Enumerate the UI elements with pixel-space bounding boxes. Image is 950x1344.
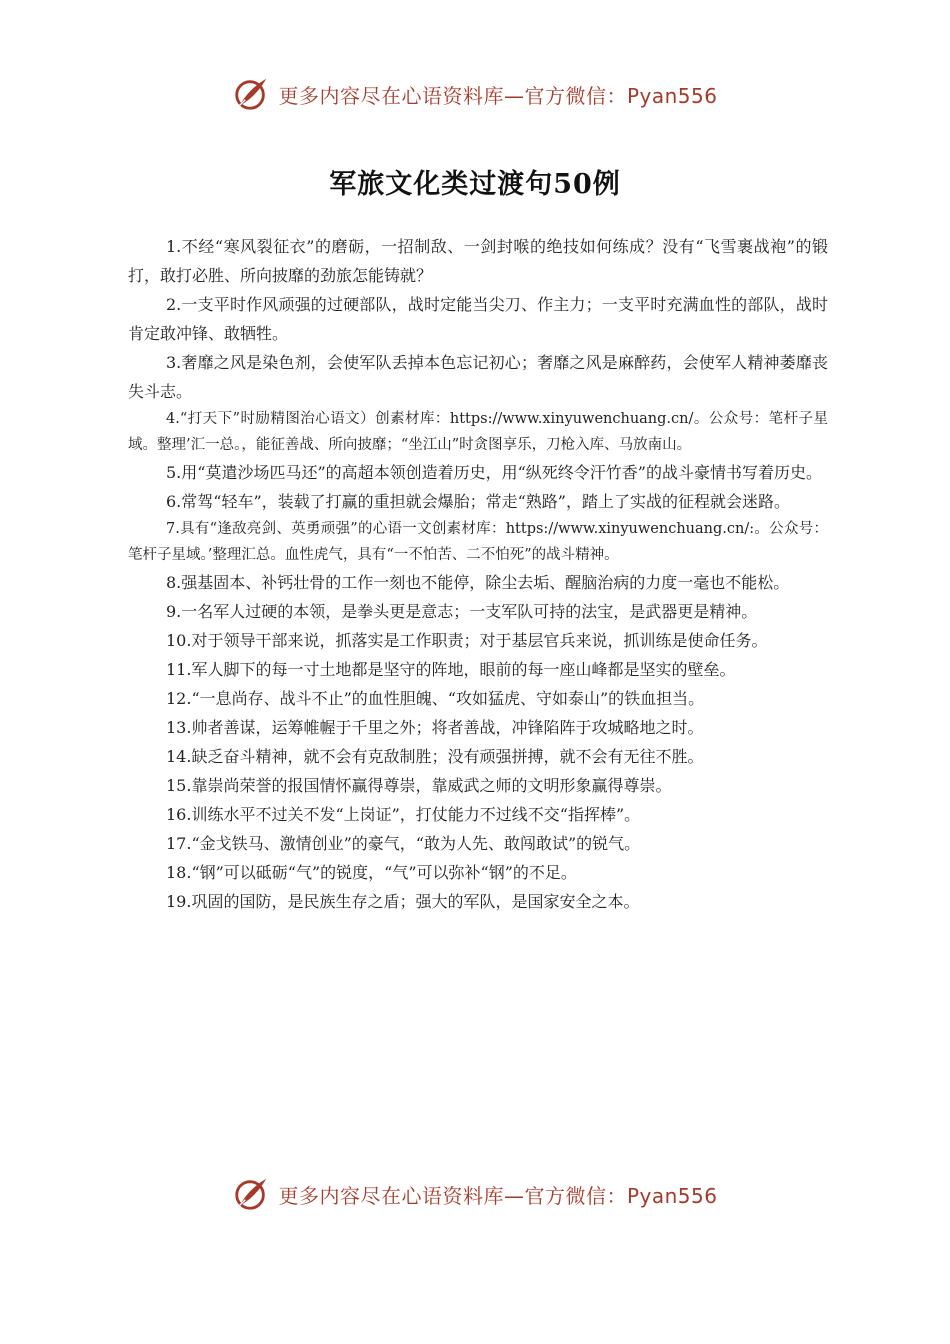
banner-dash: —	[503, 1183, 525, 1208]
list-item: 14.缺乏奋斗精神，就不会有克敌制胜；没有顽强拼搏，就不会有无往不胜。	[166, 747, 704, 766]
page-title: 军旅文化类过渡句50例	[329, 169, 621, 200]
list-item: 11.军人脚下的每一寸土地都是坚守的阵地，眼前的每一座山峰都是坚实的壁垒。	[166, 660, 736, 679]
banner-main-text: 更多内容尽在心语资料库	[278, 83, 504, 108]
list-item: 19.巩固的国防，是民族生存之盾；强大的军队，是国家安全之本。	[166, 892, 640, 911]
quill-logo-icon	[232, 75, 270, 113]
list-item: 6.常驾“轻车”，装载了打赢的重担就会爆胎；常走“熟路”，踏上了实战的征程就会迷路。	[166, 492, 790, 511]
list-item: 12.“一息尚存、战斗不止”的血性胆魄、“攻如猛虎、守如泰山”的铁血担当。	[166, 689, 705, 708]
list-item: 8.强基固本、补钙壮骨的工作一刻也不能停，除尘去垢、醒脑治病的力度一毫也不能松。	[166, 573, 790, 592]
banner-text	[278, 1180, 717, 1209]
banner-text	[278, 80, 717, 109]
list-item: 3.奢靡之风是染色剂，会使军队丢掉本色忘记初心；奢靡之风是麻醉药，会使军人精神萎靡丧失斗志。	[128, 353, 828, 401]
sentence-list	[128, 232, 828, 916]
list-item: 17.“金戈铁马、激情创业”的豪气，“敢为人先、敢闯敢试”的锐气。	[166, 834, 641, 853]
list-item: 16.训练水平不过关不发“上岗证”，打仗能力不过线不交“指挥棒”。	[166, 805, 641, 824]
list-item: 10.对于领导干部来说，抓落实是工作职责；对于基层官兵来说，抓训练是使命任务。	[166, 631, 768, 650]
banner-main-text: 更多内容尽在心语资料库	[278, 1183, 504, 1208]
list-item: 18.“钢”可以砥砺“气”的锐度，“气”可以弥补“钢”的不足。	[166, 863, 577, 882]
list-item: 5.用“莫遣沙场匹马还”的高超本领创造着历史，用“纵死终令汗竹香”的战斗豪情书写着历史。	[166, 463, 822, 482]
list-item: 2.一支平时作风顽强的过硬部队，战时定能当尖刀、作主力；一支平时充满血性的部队，战时肯定敢冲锋、敢牺牲。	[128, 295, 828, 343]
list-item: 13.帅者善谋，运筹帷幄于千里之外；将者善战，冲锋陷阵于攻城略地之时。	[166, 718, 704, 737]
header-banner	[0, 72, 950, 116]
banner-dash: —	[503, 83, 525, 108]
quill-logo-icon	[232, 1175, 270, 1213]
list-item: 1.不经“寒风裂征衣”的磨砺，一招制敌、一剑封喉的绝技如何练成？没有“飞雪裹战袍”的锻打，敢打必胜、所向披靡的劲旅怎能铸就？	[128, 237, 828, 285]
footer-banner	[0, 1172, 950, 1216]
banner-wechat: 官方微信：Pyan556	[524, 83, 718, 108]
banner-wechat: 官方微信：Pyan556	[524, 1183, 718, 1208]
list-item: 9.一名军人过硬的本领，是拳头更是意志；一支军队可持的法宝，是武器更是精神。	[166, 602, 758, 621]
list-item: 7.具有“逢敌亮剑、英勇顽强”的心语一文创素材库：https://www.xinyuwenchuang.cn/:。公众号：笔杆子星域。’整理汇总。血性虎气，具有“一不怕苦、二不怕死”的战斗精神。	[128, 521, 828, 563]
list-item: 15.靠崇尚荣誉的报国情怀赢得尊崇，靠威武之师的文明形象赢得尊崇。	[166, 776, 672, 795]
list-item: 4.“打天下”时励精图治心语文）创素材库：https://www.xinyuwenchuang.cn/。公众号：笔杆子星域。整理’汇一总。，能征善战、所向披靡；“坐江山”时贪图享乐，刀枪入库、马放南山。	[128, 411, 828, 453]
